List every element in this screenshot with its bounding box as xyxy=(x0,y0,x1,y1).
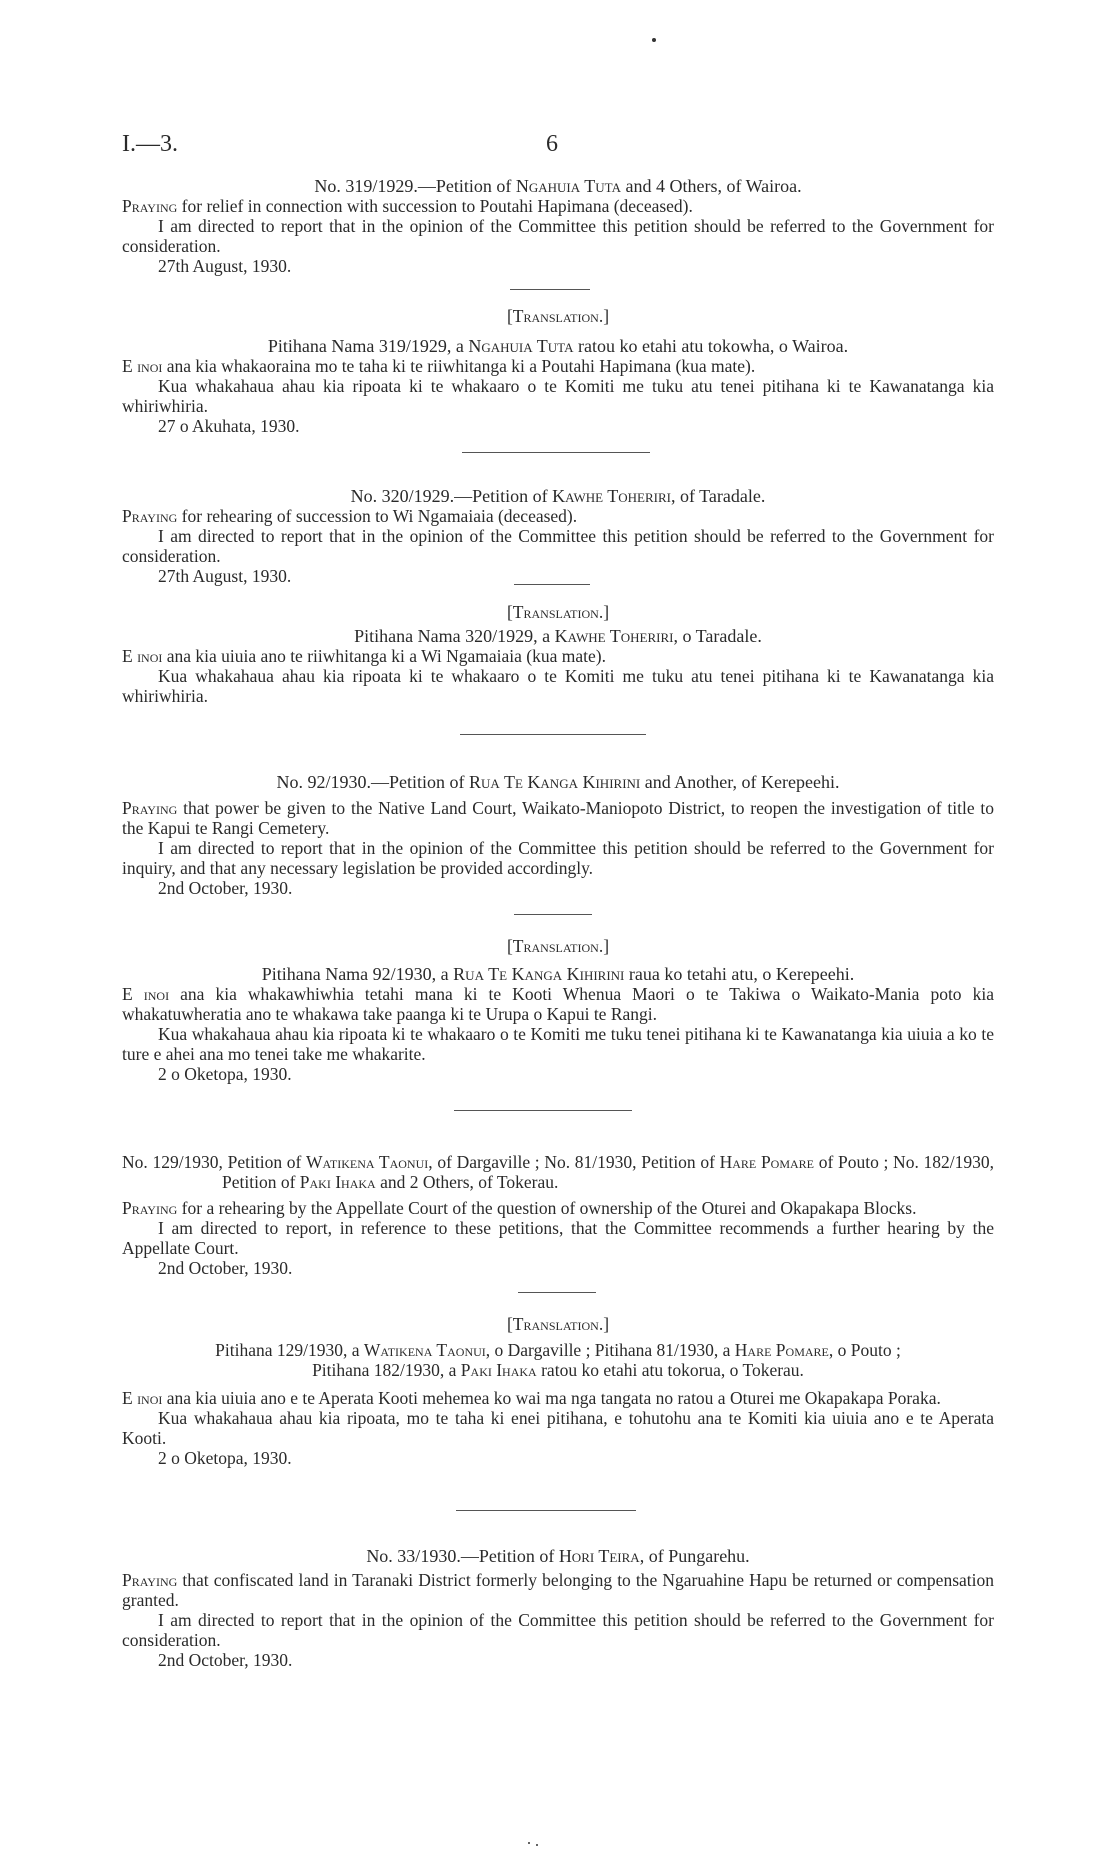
report-paragraph: I am directed to report that in the opinion of the Committee this petition should be referred to the Government for consideration. xyxy=(122,1610,994,1650)
translation-heading: [Translation.] xyxy=(506,1314,610,1334)
petition-92-1930 xyxy=(122,772,994,898)
report-date: 2 o Oketopa, 1930. xyxy=(158,1064,292,1084)
translation-heading: [Translation.] xyxy=(506,306,610,326)
report-paragraph: I am directed to report that in the opinion of the Committee this petition should be referred to the Government for consideration. xyxy=(122,216,994,256)
report-date: 27th August, 1930. xyxy=(158,566,292,586)
petition-33-1930 xyxy=(122,1546,994,1670)
translation-129-1930-group xyxy=(122,1314,994,1468)
petition-320-1929 xyxy=(122,486,994,586)
translation-title: Pitihana Nama 319/1929, a Ngahuia Tuta ratou ko etahi atu tokowha, o Wairoa. xyxy=(267,336,849,356)
report-paragraph: I am directed to report that in the opinion of the Committee this petition should be referred to the Government for consideration. xyxy=(122,526,994,566)
translation-319-1929 xyxy=(122,306,994,436)
document-reference: I.—3. xyxy=(122,131,178,157)
translation-title: Pitihana Nama 92/1930, a Rua Te Kanga Kihirini raua ko tetahi atu, o Kerepeehi. xyxy=(261,964,855,984)
petition-title: No. 319/1929.—Petition of Ngahuia Tuta and 4 Others, of Wairoa. xyxy=(314,176,802,196)
report-paragraph: Kua whakahaua ahau kia ripoata ki te whakaaro o te Komiti me tuku atu tenei pitihana ki te Kawanatanga kia whiriwhiria. xyxy=(122,376,994,416)
report-paragraph: Kua whakahaua ahau kia ripoata ki te whakaaro o te Komiti me tuku tenei pitihana ki te Kawanatanga kia uiuia a ko te ture e ahei ana mo tenei take me whakarite. xyxy=(122,1024,994,1064)
report-date: 2 o Oketopa, 1930. xyxy=(158,1448,292,1468)
praying-paragraph: E inoi ana kia uiuia ano te riiwhitanga ki a Wi Ngamaiaia (kua mate). xyxy=(122,646,606,666)
divider xyxy=(518,1292,596,1293)
divider xyxy=(510,289,590,290)
report-paragraph: I am directed to report, in reference to these petitions, that the Committee recommends a further hearing by the Appellate Court. xyxy=(122,1218,994,1258)
translation-title: Pitihana Nama 320/1929, a Kawhe Toheriri, o Taradale. xyxy=(354,626,762,646)
scan-speck xyxy=(652,38,656,42)
report-date: 27 o Akuhata, 1930. xyxy=(158,416,300,436)
divider xyxy=(514,914,592,915)
praying-paragraph: Praying for a rehearing by the Appellate Court of the question of ownership of the Oturei and Okapakapa Blocks. xyxy=(122,1198,917,1218)
petition-129-1930-group xyxy=(122,1152,994,1278)
report-date: 2nd October, 1930. xyxy=(158,1258,293,1278)
translation-heading: [Translation.] xyxy=(506,602,610,622)
report-paragraph: I am directed to report that in the opinion of the Committee this petition should be referred to the Government for inquiry, and that any necessary legislation be provided accordingly. xyxy=(122,838,994,878)
divider xyxy=(462,452,650,453)
translation-92-1930 xyxy=(122,936,994,1084)
petition-title: No. 92/1930.—Petition of Rua Te Kanga Kihirini and Another, of Kerepeehi. xyxy=(276,772,840,792)
report-paragraph: Kua whakahaua ahau kia ripoata, mo te taha ki enei pitihana, e tohutohu ana te Komiti kia uiuia ano e te Aperata Kooti. xyxy=(122,1408,994,1448)
scan-speck xyxy=(536,1844,538,1846)
petition-title: No. 320/1929.—Petition of Kawhe Toheriri, of Taradale. xyxy=(350,486,766,506)
report-date: 2nd October, 1930. xyxy=(158,878,293,898)
scan-speck xyxy=(528,1842,530,1844)
praying-paragraph: E inoi ana kia whakaoraina mo te taha ki te riiwhitanga ki a Poutahi Hapimana (kua mate). xyxy=(122,356,756,376)
translation-heading: [Translation.] xyxy=(506,936,610,956)
divider xyxy=(460,734,646,735)
divider xyxy=(456,1510,636,1511)
report-date: 2nd October, 1930. xyxy=(158,1650,293,1670)
translation-320-1929 xyxy=(122,602,994,706)
praying-paragraph: Praying that power be given to the Native Land Court, Waikato-Maniopoto District, to reopen the investigation of title to the Kapui te Rangi Cemetery. xyxy=(122,798,994,838)
praying-paragraph: E inoi ana kia whakawhiwhia tetahi mana ki te Kooti Whenua Maori o te Takiwa o Waikato-Mania poto kia whakatuwheratia ano te whakawa take paanga ki te Urupa o Kapui te Rangi. xyxy=(122,984,994,1024)
praying-paragraph: Praying that confiscated land in Taranaki District formerly belonging to the Ngaruahine Hapu be returned or compensation granted. xyxy=(122,1570,994,1610)
petition-319-1929 xyxy=(122,176,994,276)
translation-title: Pitihana 129/1930, a Watikena Taonui, o Dargaville ; Pitihana 81/1930, a Hare Pomare, o Pouto ; xyxy=(215,1340,901,1360)
report-paragraph: Kua whakahaua ahau kia ripoata ki te whakaaro o te Komiti me tuku atu tenei pitihana ki te Kawanatanga kia whiriwhiria. xyxy=(122,666,994,706)
report-date: 27th August, 1930. xyxy=(158,256,292,276)
divider xyxy=(454,1110,632,1111)
divider xyxy=(514,584,590,585)
petition-title: No. 33/1930.—Petition of Hori Teira, of Pungarehu. xyxy=(366,1546,750,1566)
petition-title: No. 129/1930, Petition of Watikena Taonui, of Dargaville ; No. 81/1930, Petition of Hare Pomare of Pouto ; No. 182/1930, Petition of Paki Ihaka and 2 Others, of Tokerau. xyxy=(122,1152,994,1192)
praying-paragraph: Praying for relief in connection with succession to Poutahi Hapimana (deceased). xyxy=(122,196,693,216)
page-number: 6 xyxy=(546,131,558,157)
praying-paragraph: Praying for rehearing of succession to Wi Ngamaiaia (deceased). xyxy=(122,506,578,526)
translation-title-continued: Pitihana 182/1930, a Paki Ihaka ratou ko etahi atu tokorua, o Tokerau. xyxy=(312,1360,804,1380)
praying-paragraph: E inoi ana kia uiuia ano e te Aperata Kooti mehemea ko wai ma nga tangata no ratou a Oturei me Okapakapa Poraka. xyxy=(122,1388,941,1408)
